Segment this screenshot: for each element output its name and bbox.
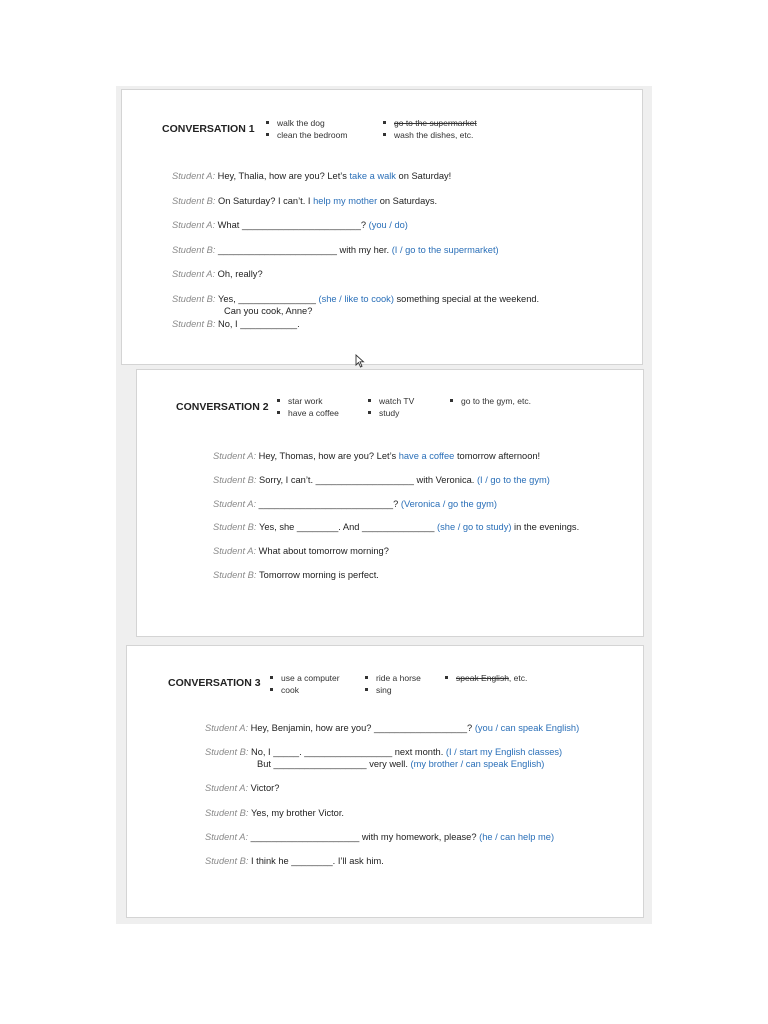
conversation-3-bullets-b bbox=[365, 672, 421, 696]
dialogue-line bbox=[172, 170, 451, 182]
conversation-3-bullets-a bbox=[270, 672, 340, 696]
dialogue-text: Yes, _______________ bbox=[218, 294, 319, 304]
dialogue-line bbox=[172, 195, 437, 207]
dialogue-text: What _______________________? bbox=[217, 220, 369, 230]
speaker-label: Student A: bbox=[205, 723, 251, 733]
dialogue-text: Tomorrow morning is perfect. bbox=[259, 570, 379, 580]
dialogue-text: Hey, Thalia, how are you? Let’s bbox=[217, 171, 350, 181]
dialogue-text: On Saturday? I can’t. I bbox=[218, 196, 314, 206]
dialogue-text: Hey, Thomas, how are you? Let’s bbox=[258, 451, 399, 461]
conversation-2-bullets-b bbox=[368, 395, 414, 419]
dialogue-line bbox=[172, 268, 263, 280]
mouse-pointer-icon bbox=[355, 354, 365, 368]
bullet-item-suffix: , etc. bbox=[508, 673, 528, 683]
highlighted-phrase: (I / go to the supermarket) bbox=[391, 245, 499, 255]
dialogue-line bbox=[205, 855, 384, 867]
dialogue-line bbox=[213, 450, 540, 462]
bullet-item: study bbox=[368, 407, 414, 419]
highlighted-phrase: (she / go to study) bbox=[437, 522, 512, 532]
speaker-label: Student A: bbox=[205, 832, 251, 842]
dialogue-text: Sorry, I can’t. ___________________ with Veronica. bbox=[259, 475, 477, 485]
dialogue-text: tomorrow afternoon! bbox=[454, 451, 541, 461]
conversation-2-card bbox=[136, 369, 644, 637]
highlighted-phrase: (I / start my English classes) bbox=[445, 747, 563, 757]
highlighted-phrase: (Veronica / go the gym) bbox=[400, 499, 497, 509]
dialogue-line bbox=[213, 474, 550, 486]
conversation-3-card bbox=[126, 645, 644, 918]
conversation-2-title: CONVERSATION 2 bbox=[176, 401, 269, 413]
bullet-item: wash the dishes, etc. bbox=[383, 129, 477, 141]
highlighted-phrase: (you / do) bbox=[368, 220, 408, 230]
dialogue-text: Can you cook, Anne? bbox=[224, 306, 313, 316]
speaker-label: Student B: bbox=[213, 475, 259, 485]
dialogue-text: Yes, my brother Victor. bbox=[251, 808, 345, 818]
highlighted-phrase: help my mother bbox=[313, 196, 378, 206]
dialogue-text: on Saturdays. bbox=[377, 196, 438, 206]
dialogue-line bbox=[205, 831, 554, 843]
bullet-item: walk the dog bbox=[266, 117, 347, 129]
speaker-label: Student A: bbox=[172, 220, 218, 230]
dialogue-line bbox=[172, 244, 499, 256]
dialogue-text: Victor? bbox=[250, 783, 280, 793]
bullet-item: watch TV bbox=[368, 395, 414, 407]
conversation-1-card bbox=[121, 89, 643, 365]
bullet-item-struck: speak English bbox=[456, 673, 509, 683]
speaker-label: Student A: bbox=[172, 171, 218, 181]
dialogue-line bbox=[205, 782, 279, 794]
speaker-label: Student B: bbox=[172, 245, 218, 255]
dialogue-text: What about tomorrow morning? bbox=[258, 546, 389, 556]
conversation-3-bullets-c bbox=[445, 672, 527, 684]
highlighted-phrase: take a walk bbox=[349, 171, 396, 181]
speaker-label: Student B: bbox=[172, 319, 218, 329]
bullet-item: star work bbox=[277, 395, 339, 407]
bullet-item-struck: go to the supermarket bbox=[383, 117, 477, 129]
dialogue-line bbox=[205, 746, 562, 758]
speaker-label: Student A: bbox=[172, 269, 218, 279]
highlighted-phrase: (I / go to the gym) bbox=[476, 475, 550, 485]
conversation-1-bullets-left bbox=[266, 117, 347, 141]
dialogue-text: But __________________ very well. bbox=[257, 759, 411, 769]
highlighted-phrase: have a coffee bbox=[398, 451, 455, 461]
bullet-item: clean the bedroom bbox=[266, 129, 347, 141]
dialogue-line bbox=[213, 569, 379, 581]
speaker-label: Student B: bbox=[213, 522, 259, 532]
dialogue-text: No, I ___________. bbox=[218, 319, 300, 329]
highlighted-phrase: (my brother / can speak English) bbox=[410, 759, 545, 769]
highlighted-phrase: (he / can help me) bbox=[479, 832, 555, 842]
dialogue-text: _______________________ with my her. bbox=[218, 245, 392, 255]
dialogue-line bbox=[172, 318, 300, 330]
dialogue-text: on Saturday! bbox=[395, 171, 452, 181]
bullet-item: sing bbox=[365, 684, 421, 696]
dialogue-line bbox=[205, 807, 344, 819]
speaker-label: Student A: bbox=[213, 451, 259, 461]
dialogue-line bbox=[213, 545, 389, 557]
bullet-item: cook bbox=[270, 684, 340, 696]
dialogue-line bbox=[213, 521, 579, 533]
dialogue-line bbox=[257, 758, 544, 770]
dialogue-text: in the evenings. bbox=[511, 522, 580, 532]
conversation-2-bullets-c bbox=[450, 395, 531, 407]
dialogue-line bbox=[224, 305, 312, 317]
speaker-label: Student B: bbox=[213, 570, 259, 580]
dialogue-line bbox=[172, 293, 539, 305]
dialogue-line bbox=[172, 219, 408, 231]
speaker-label: Student A: bbox=[213, 499, 259, 509]
highlighted-phrase: (you / can speak English) bbox=[474, 723, 580, 733]
dialogue-line bbox=[213, 498, 497, 510]
bullet-item: use a computer bbox=[270, 672, 340, 684]
dialogue-text: __________________________? bbox=[258, 499, 401, 509]
dialogue-text: something special at the weekend. bbox=[393, 294, 540, 304]
conversation-1-title: CONVERSATION 1 bbox=[162, 123, 255, 135]
dialogue-text: Hey, Benjamin, how are you? __________________? bbox=[250, 723, 475, 733]
speaker-label: Student B: bbox=[172, 196, 218, 206]
speaker-label: Student B: bbox=[205, 856, 251, 866]
dialogue-text: No, I _____. _________________ next month. bbox=[251, 747, 446, 757]
dialogue-text: Yes, she ________. And ______________ bbox=[259, 522, 438, 532]
conversation-1-bullets-right bbox=[383, 117, 477, 141]
speaker-label: Student A: bbox=[205, 783, 251, 793]
conversation-3-title: CONVERSATION 3 bbox=[168, 677, 261, 689]
speaker-label: Student B: bbox=[172, 294, 218, 304]
dialogue-line bbox=[205, 722, 579, 734]
bullet-item: go to the gym, etc. bbox=[450, 395, 531, 407]
conversation-2-bullets-a bbox=[277, 395, 339, 419]
speaker-label: Student A: bbox=[213, 546, 259, 556]
speaker-label: Student B: bbox=[205, 808, 251, 818]
bullet-item: ride a horse bbox=[365, 672, 421, 684]
dialogue-text: I think he ________. I’ll ask him. bbox=[251, 856, 384, 866]
bullet-item: have a coffee bbox=[277, 407, 339, 419]
dialogue-text: _____________________ with my homework, please? bbox=[250, 832, 480, 842]
highlighted-phrase: (she / like to cook) bbox=[318, 294, 394, 304]
bullet-item bbox=[445, 672, 527, 684]
dialogue-text: Oh, really? bbox=[217, 269, 263, 279]
speaker-label: Student B: bbox=[205, 747, 251, 757]
